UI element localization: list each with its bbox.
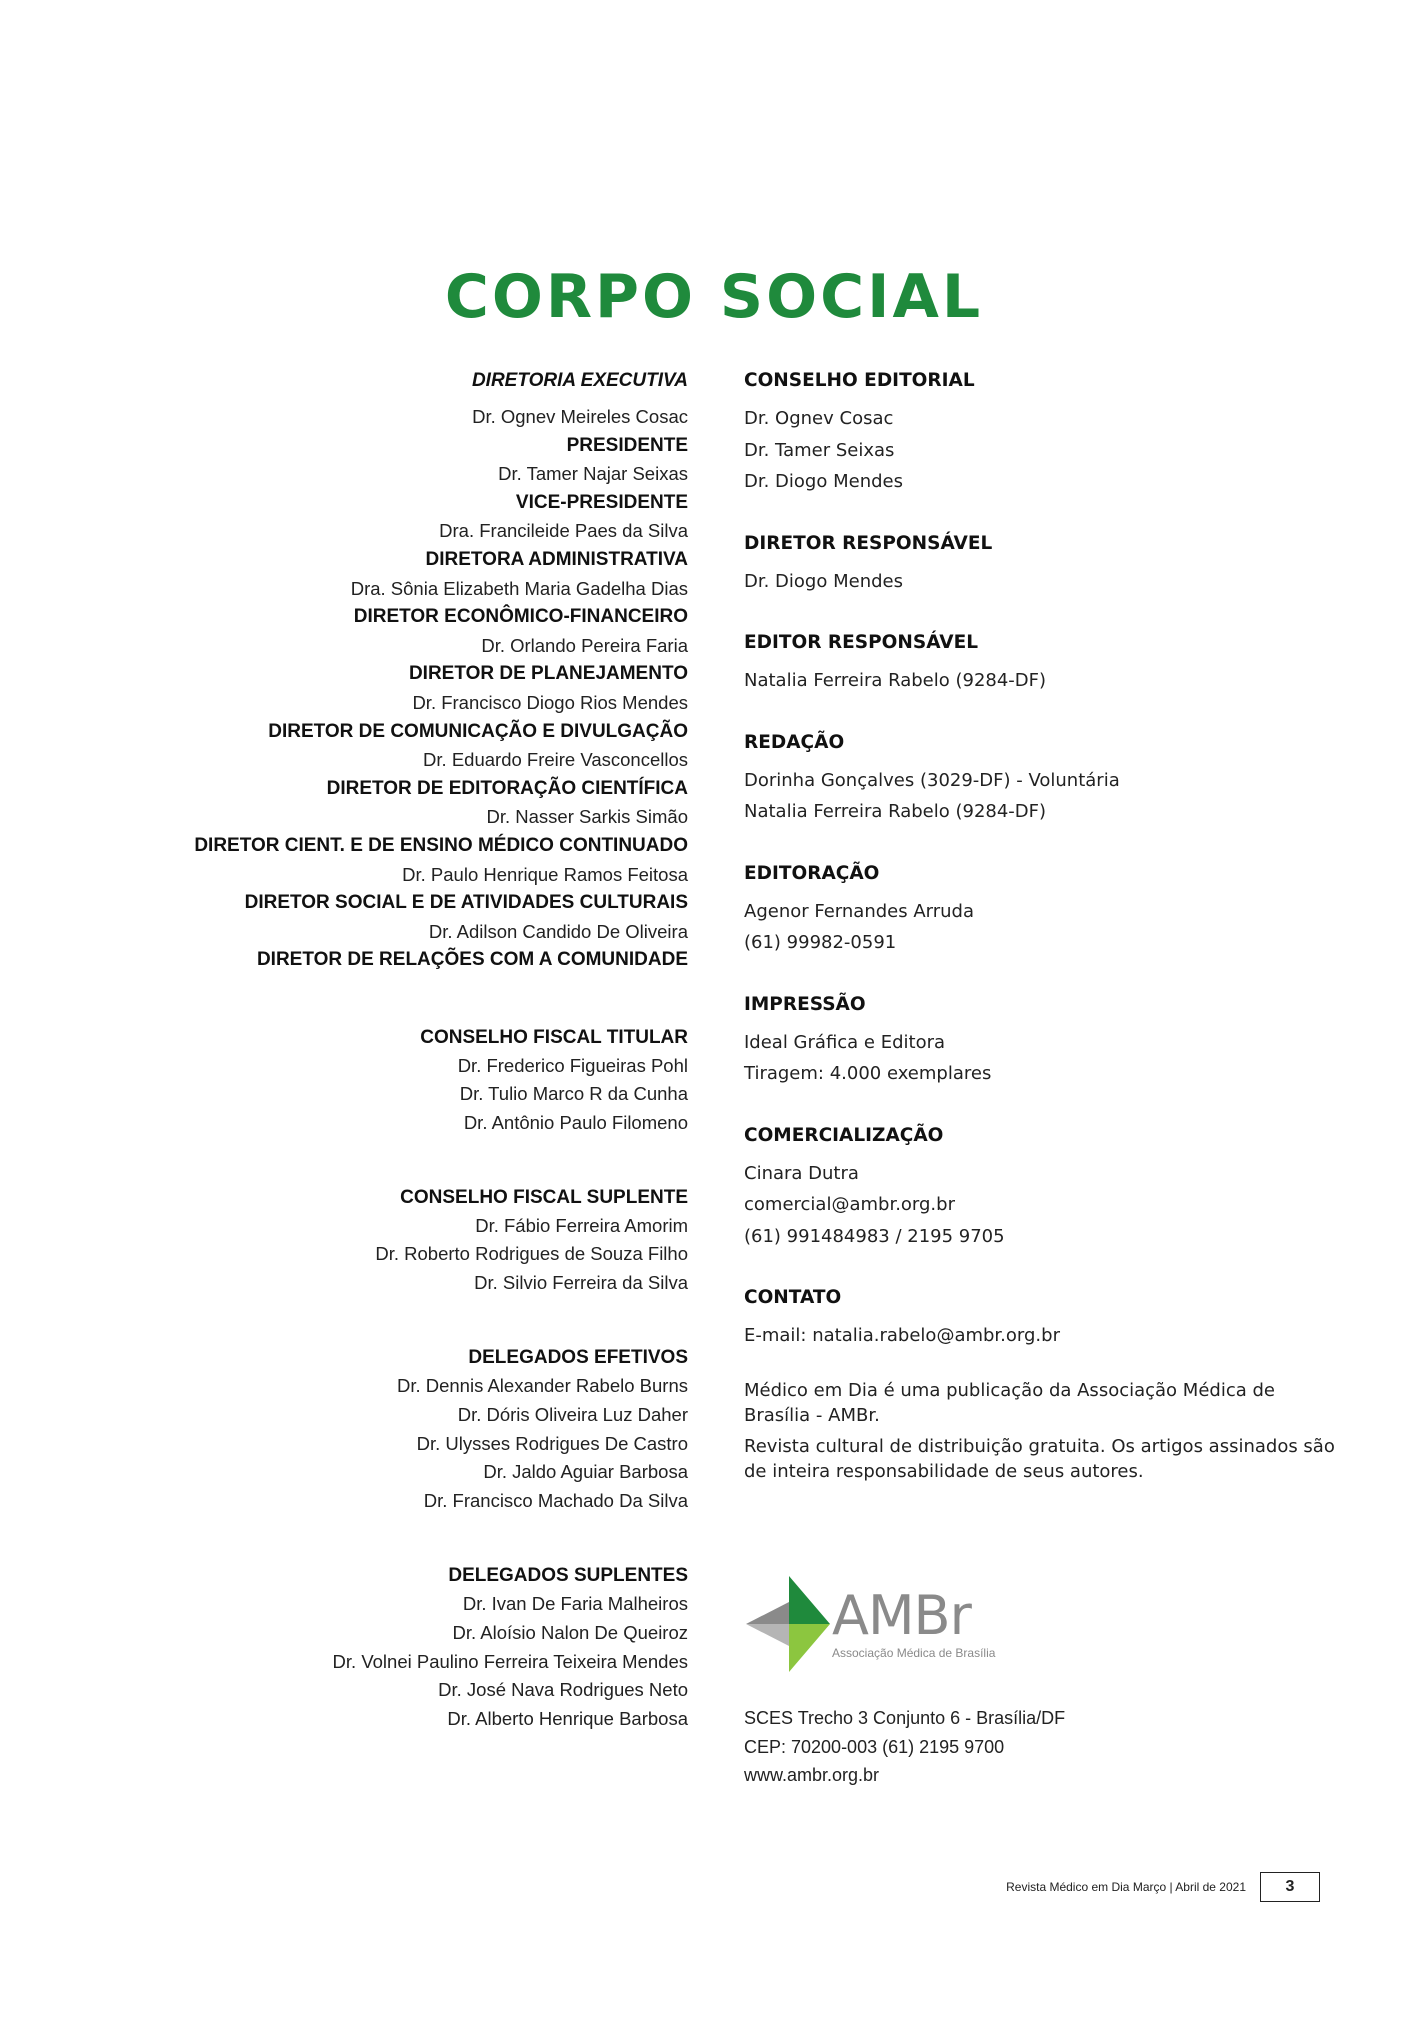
member-name: Dr. Eduardo Freire Vasconcellos: [423, 749, 688, 771]
phone-line: (61) 991484983 / 2195 9705: [744, 1225, 1005, 1247]
member-name: Dr. Francisco Diogo Rios Mendes: [412, 691, 688, 713]
member-role: DIRETOR ECONÔMICO-FINANCEIRO: [353, 606, 688, 628]
ambr-logo: [744, 1572, 1044, 1682]
phone-line: (61) 99982-0591: [744, 932, 897, 953]
page-footer: [1006, 1872, 1320, 1902]
address-block: [744, 1704, 1065, 1790]
member-name: Dr. José Nava Rodrigues Neto: [438, 1679, 688, 1701]
member-name: Dr. Aloísio Nalon De Queiroz: [452, 1622, 688, 1643]
member-name: Dr. Antônio Paulo Filomeno: [463, 1112, 688, 1134]
member-name: Dr. Jaldo Aguiar Barbosa: [483, 1461, 688, 1483]
member-name: Dr. Paulo Henrique Ramos Feitosa: [402, 863, 688, 885]
diretoria-heading: DIRETORIA EXECUTIVA: [471, 370, 688, 391]
comercializacao-section: [744, 1121, 1344, 1253]
comercializacao-heading: COMERCIALIZAÇÃO: [744, 1124, 944, 1146]
member-name: Dr. Frederico Figueiras Pohl: [457, 1054, 688, 1076]
member-role: DIRETOR SOCIAL E DE ATIVIDADES CULTURAIS: [244, 892, 688, 914]
publication-info: Revista Médico em Dia Março | Abril de 2021: [1006, 1880, 1246, 1894]
member-role: DIRETORA ADMINISTRATIVA: [425, 548, 688, 570]
contato-heading: CONTATO: [744, 1287, 842, 1308]
member-name: Dr. Nasser Sarkis Simão: [486, 806, 688, 828]
fiscal-titular-heading: CONSELHO FISCAL TITULAR: [420, 1026, 688, 1048]
member-role: DIRETOR DE EDITORAÇÃO CIENTÍFICA: [326, 777, 688, 799]
right-column: [744, 366, 1344, 1490]
member-role: DIRETOR DE COMUNICAÇÃO E DIVULGAÇÃO: [268, 720, 688, 742]
redacao-heading: REDAÇÃO: [744, 731, 845, 753]
staff-line: Ideal Gráfica e Editora: [744, 1031, 946, 1053]
staff-line: Dr. Diogo Mendes: [744, 471, 903, 492]
email-line: E-mail: natalia.rabelo@ambr.org.br: [744, 1325, 1060, 1346]
staff-line: Dr. Tamer Seixas: [744, 439, 895, 461]
member-name: Dr. Orlando Pereira Faria: [481, 634, 688, 656]
redacao-section: [744, 728, 1344, 828]
email-line: comercial@ambr.org.br: [744, 1194, 955, 1215]
member-name: Dr. Dóris Oliveira Luz Daher: [457, 1404, 688, 1426]
member-name: Dr. Ulysses Rodrigues De Castro: [416, 1432, 688, 1454]
member-name: Dr. Dennis Alexander Rabelo Burns: [396, 1375, 688, 1397]
member-name: Dr. Tamer Najar Seixas: [498, 463, 688, 485]
member-role: VICE-PRESIDENTE: [515, 491, 688, 513]
conselho-editorial-heading: CONSELHO EDITORIAL: [744, 370, 975, 391]
staff-line: Dr. Ognev Cosac: [744, 408, 894, 429]
editor-responsavel-section: [744, 628, 1344, 697]
member-role: DIRETOR DE PLANEJAMENTO: [408, 663, 688, 685]
logo-wordmark: AMBr: [832, 1584, 971, 1647]
contato-section: [744, 1283, 1344, 1352]
member-name: Dr. Tulio Marco R da Cunha: [459, 1083, 688, 1105]
member-role: DIRETOR CIENT. E DE ENSINO MÉDICO CONTINUADO: [194, 834, 688, 856]
staff-line: Natalia Ferreira Rabelo (9284-DF): [744, 801, 1047, 822]
conselho-editorial-section: [744, 366, 1344, 498]
member-name: Dr. Ivan De Faria Malheiros: [462, 1593, 688, 1615]
delegados-efetivos-heading: DELEGADOS EFETIVOS: [468, 1347, 688, 1369]
address-line: SCES Trecho 3 Conjunto 6 - Brasília/DF: [744, 1708, 1066, 1728]
page-title: CORPO SOCIAL: [444, 262, 984, 332]
impressao-heading: IMPRESSÃO: [744, 993, 866, 1015]
diretor-responsavel-section: [744, 529, 1344, 598]
editoracao-section: [744, 859, 1344, 959]
impressao-section: [744, 990, 1344, 1090]
member-name: Dr. Roberto Rodrigues de Souza Filho: [375, 1243, 688, 1265]
staff-line: Agenor Fernandes Arruda: [744, 900, 974, 922]
member-name: Dr. Fábio Ferreira Amorim: [475, 1214, 688, 1236]
staff-line: Tiragem: 4.000 exemplares: [744, 1063, 992, 1084]
member-role: PRESIDENTE: [566, 434, 688, 456]
logo-subtitle: Associação Médica de Brasília: [832, 1646, 996, 1660]
website-line: www.ambr.org.br: [744, 1765, 880, 1785]
diretor-responsavel-heading: DIRETOR RESPONSÁVEL: [744, 532, 993, 554]
address-line: CEP: 70200-003 (61) 2195 9700: [744, 1736, 1005, 1757]
diretoria-list: [48, 403, 688, 975]
fiscal-suplente-heading: CONSELHO FISCAL SUPLENTE: [400, 1186, 688, 1208]
editoracao-heading: EDITORAÇÃO: [744, 862, 880, 884]
member-role: DIRETOR DE RELAÇÕES COM A COMUNIDADE: [256, 949, 688, 971]
ambr-logo-mark-icon: [744, 1572, 834, 1676]
about-text: Médico em Dia é uma publicação da Associação Médica de Brasília - AMBr.: [744, 1379, 1275, 1426]
member-name: Dr. Adilson Candido De Oliveira: [428, 920, 688, 942]
member-name: Dra. Francileide Paes da Silva: [439, 520, 688, 542]
staff-line: Dorinha Gonçalves (3029-DF) - Voluntária: [744, 769, 1120, 791]
member-name: Dr. Alberto Henrique Barbosa: [447, 1707, 688, 1729]
member-name: Dr. Silvio Ferreira da Silva: [474, 1271, 688, 1293]
staff-line: Cinara Dutra: [744, 1162, 859, 1184]
editor-responsavel-heading: EDITOR RESPONSÁVEL: [744, 632, 979, 653]
member-name: Dr. Ognev Meireles Cosac: [472, 406, 688, 427]
member-name: Dr. Francisco Machado Da Silva: [423, 1489, 688, 1511]
disclaimer-text: Revista cultural de distribuição gratuita. Os artigos assinados são de inteira responsabilidade de seus autores.: [744, 1435, 1335, 1482]
member-name: Dra. Sônia Elizabeth Maria Gadelha Dias: [350, 577, 688, 599]
staff-line: Natalia Ferreira Rabelo (9284-DF): [744, 670, 1047, 691]
left-column: [48, 366, 688, 1733]
member-name: Dr. Volnei Paulino Ferreira Teixeira Mendes: [332, 1650, 688, 1672]
delegados-suplentes-heading: DELEGADOS SUPLENTES: [448, 1565, 688, 1587]
page-number: 3: [1260, 1872, 1320, 1902]
staff-line: Dr. Diogo Mendes: [744, 570, 903, 592]
